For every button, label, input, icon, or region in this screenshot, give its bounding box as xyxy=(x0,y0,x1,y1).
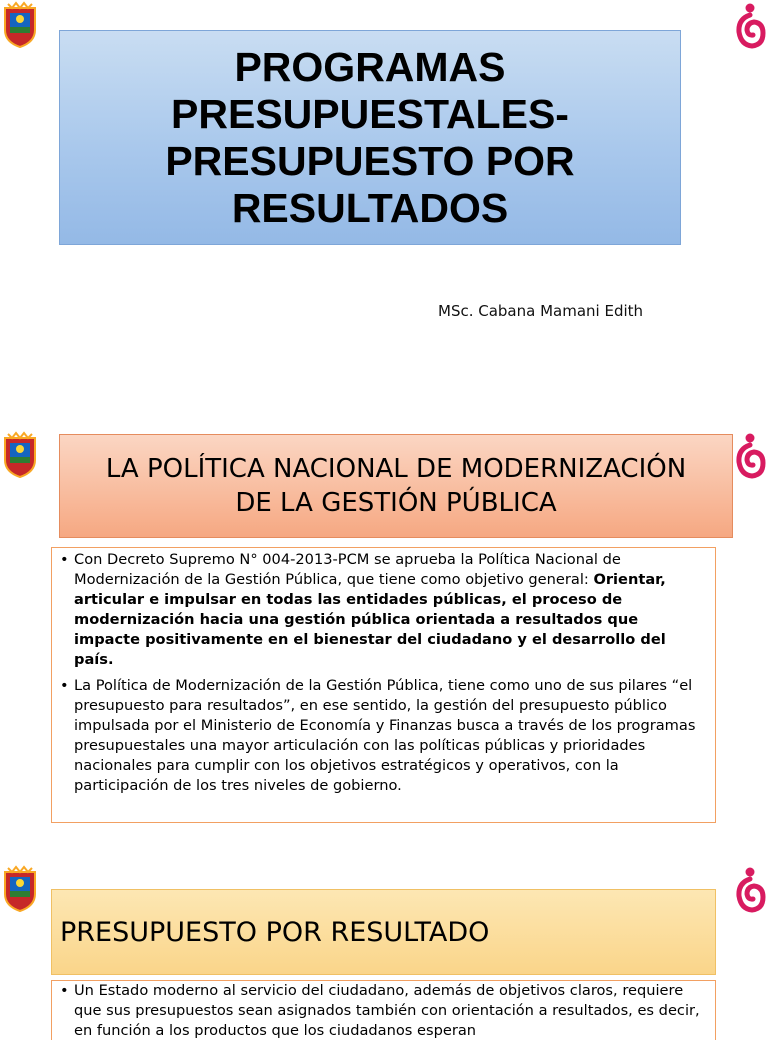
university-crest-icon xyxy=(2,2,38,48)
author-name: MSc. Cabana Mamani Edith xyxy=(438,302,644,320)
university-crest-icon xyxy=(2,866,38,912)
slide-3-title-box xyxy=(51,889,716,975)
slide-2 xyxy=(0,416,768,826)
slide-2-title-box xyxy=(59,434,733,538)
maternal-logo-icon xyxy=(735,866,765,912)
bullet-text: Un Estado moderno al servicio del ciudadano, además de objetivos claros, requiere que sus presupuestos sean asignados también con orientación a resultados, es decir, en función a los productos que los ciudadanos esperan xyxy=(74,982,700,1039)
bullet-item xyxy=(60,550,709,670)
title-line: PRESUPUESTO POR xyxy=(165,137,575,184)
bullet-text: Con Decreto Supremo N° 004-2013-PCM se aprueba la Política Nacional de Modernización de la Gestión Pública, que tiene como objetivo general: xyxy=(74,551,621,588)
maternal-logo-icon xyxy=(735,432,765,478)
slide-3-title: PRESUPUESTO POR RESULTADO xyxy=(60,916,490,948)
bullet-item xyxy=(60,676,709,796)
title-line: PRESUPUESTALES- xyxy=(171,90,569,137)
slide-1 xyxy=(0,0,768,384)
title-line: PROGRAMAS xyxy=(234,43,506,90)
title-line: DE LA GESTIÓN PÚBLICA xyxy=(235,488,557,518)
title-line: LA POLÍTICA NACIONAL DE MODERNIZACIÓN xyxy=(105,454,687,484)
slide-3-body xyxy=(51,980,716,1040)
bullet-item xyxy=(60,981,709,1041)
bullet-bold-text: Orientar, articular e impulsar en todas las entidades públicas, el proceso de modernización hacia una gestión pública orientada a resultados que impacte positivamente en el bienestar del ciudadano y el desarrollo del país. xyxy=(74,571,666,668)
slide-1-title-box xyxy=(59,30,681,245)
title-line: RESULTADOS xyxy=(231,184,509,231)
maternal-logo-icon xyxy=(735,2,765,48)
university-crest-icon xyxy=(2,432,38,478)
bullet-text: La Política de Modernización de la Gestión Pública, tiene como uno de sus pilares “el presupuesto para resultados”, en ese sentido, la gestión del presupuesto público impulsada por el Ministerio de Economía y Finanzas busca a través de los programas presupuestales una mayor articulación con las políticas públicas y prioridades nacionales para cumplir con los objetivos estratégicos y operativos, con la participación de los tres niveles de gobierno. xyxy=(74,677,696,794)
slide-3 xyxy=(0,840,768,1039)
slide-2-body xyxy=(51,547,716,823)
